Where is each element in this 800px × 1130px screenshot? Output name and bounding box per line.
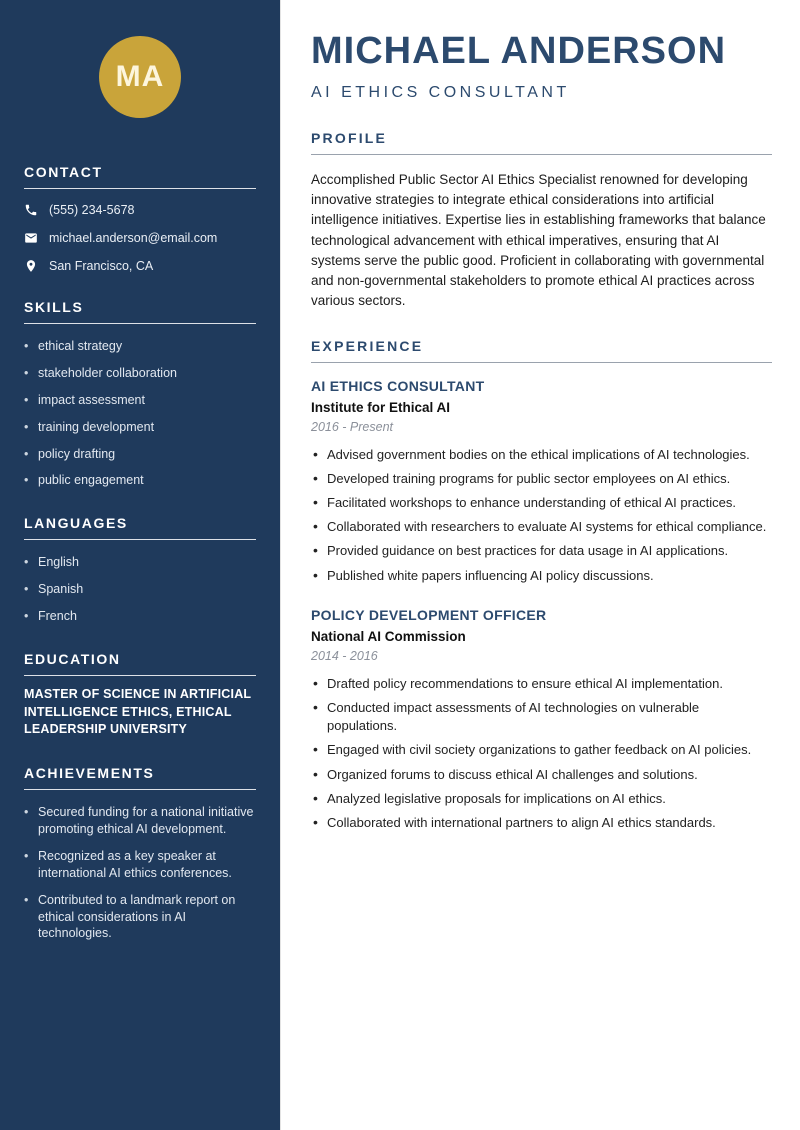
contact-email: michael.anderson@email.com: [49, 231, 218, 245]
language-item: • English: [24, 554, 256, 571]
avatar: [99, 36, 181, 118]
job-dates: 2016 - Present: [311, 419, 393, 434]
job-bullet: • Developed training programs for public sector employees on AI ethics.: [311, 470, 772, 488]
job-bullet: • Facilitated workshops to enhance understanding of ethical AI practices.: [311, 494, 772, 512]
job-bullet: • Engaged with civil society organizations to gather feedback on AI policies.: [311, 741, 772, 759]
profile-heading: PROFILE: [311, 130, 772, 155]
skill-item: • policy drafting: [24, 446, 256, 463]
job-company: Institute for Ethical AI: [311, 399, 451, 415]
contact-row-phone: [24, 203, 256, 217]
education-heading: EDUCATION: [24, 651, 256, 676]
languages-heading: LANGUAGES: [24, 515, 256, 540]
experience-section: [311, 338, 772, 832]
contact-row-email: [24, 231, 256, 245]
job-bullet: • Conducted impact assessments of AI technologies on vulnerable populations.: [311, 699, 772, 735]
languages-section: [24, 515, 256, 625]
language-item: • Spanish: [24, 581, 256, 598]
contact-row-location: [24, 259, 256, 273]
contact-location: San Francisco, CA: [49, 259, 154, 273]
job-title: AI ETHICS CONSULTANT: [311, 377, 485, 394]
job-dates: 2014 - 2016: [311, 648, 378, 663]
skill-item: • stakeholder collaboration: [24, 365, 256, 382]
achievements-list: [24, 804, 256, 942]
achievements-heading: ACHIEVEMENTS: [24, 765, 256, 790]
sidebar: [0, 0, 280, 1130]
job-bullet: • Provided guidance on best practices for data usage in AI applications.: [311, 542, 772, 560]
contact-heading: CONTACT: [24, 164, 256, 189]
job-bullet: • Drafted policy recommendations to ensure ethical AI implementation.: [311, 675, 772, 693]
profile-text: Accomplished Public Sector AI Ethics Specialist renowned for developing innovative strategies to integrate ethical considerations into artificial intelligence initiatives. Expertise lies in establishing frameworks that balance technological advancement with ethical imperatives, ensuring that AI systems serve the public good. Proficient in collaborating with governmental and non-governmental stakeholders to promote ethical AI practices across various sectors.: [311, 171, 766, 309]
job-bullet: • Advised government bodies on the ethical implications of AI technologies.: [311, 446, 772, 464]
skills-heading: SKILLS: [24, 299, 256, 324]
skill-item: • training development: [24, 419, 256, 436]
achievements-section: [24, 765, 256, 942]
achievement-item: • Secured funding for a national initiative promoting ethical AI development.: [24, 804, 256, 838]
job-bullet: • Analyzed legislative proposals for implications on AI ethics.: [311, 790, 772, 808]
achievement-item: • Contributed to a landmark report on ethical considerations in AI technologies.: [24, 892, 256, 943]
job-bullet: • Published white papers influencing AI policy discussions.: [311, 567, 772, 585]
job-bullet-list: [311, 675, 772, 832]
job-entry-1: [311, 378, 772, 585]
experience-heading: EXPERIENCE: [311, 338, 772, 363]
job-bullet: • Collaborated with international partners to align AI ethics standards.: [311, 814, 772, 832]
education-degree: MASTER OF SCIENCE IN ARTIFICIAL INTELLIGENCE ETHICS, ETHICAL LEADERSHIP UNIVERSITY: [24, 686, 252, 737]
person-title: AI ETHICS CONSULTANT: [311, 83, 570, 101]
job-title: POLICY DEVELOPMENT OFFICER: [311, 606, 547, 623]
job-company: National AI Commission: [311, 628, 466, 644]
education-section: [24, 651, 256, 739]
skill-item: • public engagement: [24, 472, 256, 489]
skills-section: [24, 299, 256, 489]
achievement-item: • Recognized as a key speaker at international AI ethics conferences.: [24, 848, 256, 882]
skills-list: [24, 338, 256, 489]
contact-phone: (555) 234-5678: [49, 203, 135, 217]
skill-item: • impact assessment: [24, 392, 256, 409]
job-entry-2: [311, 607, 772, 832]
main-content: [280, 0, 800, 1130]
job-bullet: • Collaborated with researchers to evaluate AI systems for ethical compliance.: [311, 518, 772, 536]
phone-icon: [24, 203, 38, 217]
job-bullet-list: [311, 446, 772, 585]
contact-section: [24, 164, 256, 273]
person-name: MICHAEL ANDERSON: [311, 30, 727, 72]
job-bullet: • Organized forums to discuss ethical AI challenges and solutions.: [311, 766, 772, 784]
email-icon: [24, 231, 38, 245]
profile-section: [311, 130, 772, 312]
avatar-initials: MA: [115, 60, 165, 93]
languages-list: [24, 554, 256, 625]
location-icon: [24, 259, 38, 273]
language-item: • French: [24, 608, 256, 625]
skill-item: • ethical strategy: [24, 338, 256, 355]
